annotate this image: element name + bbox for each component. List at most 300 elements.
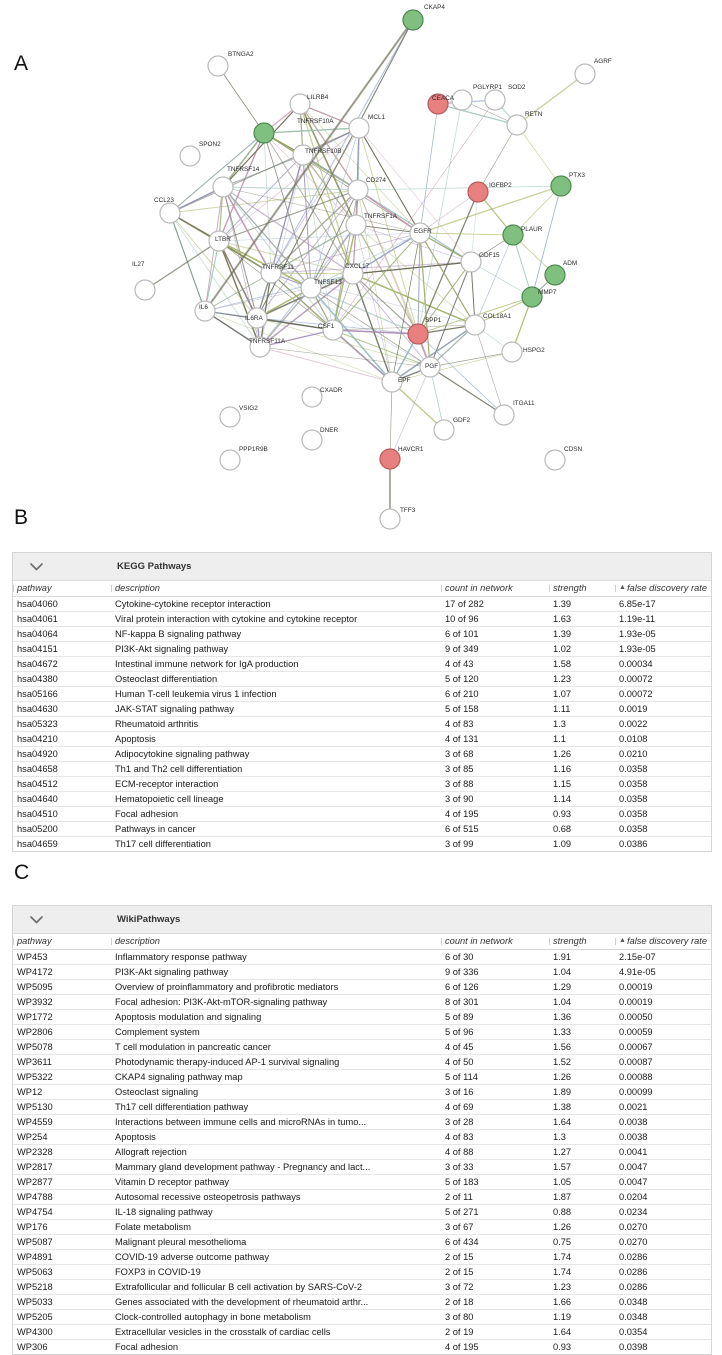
pathway-count: 3 of 28 [441,1115,549,1130]
pathway-strength: 1.87 [549,1190,615,1205]
kegg-title: KEGG Pathways [117,561,192,572]
pathway-description: Pathways in cancer [111,822,441,837]
wikipathways-header[interactable] [13,906,711,934]
network-node-btnga2[interactable] [208,56,228,76]
pathway-fdr: 1.19e-11 [615,612,711,627]
network-node-label: CXADR [320,387,343,394]
pathway-fdr: 0.0286 [615,1250,711,1265]
network-node-label: CXCL17 [345,263,370,270]
pathway-description: Viral protein interaction with cytokine and cytokine receptor [111,612,441,627]
network-node-havcr1[interactable] [380,449,400,469]
pathway-id: hsa05166 [13,687,111,702]
pathway-count: 5 of 183 [441,1175,549,1190]
pathway-strength: 1.11 [549,702,615,717]
pathway-fdr: 6.85e-17 [615,597,711,612]
pathway-description: NF-kappa B signaling pathway [111,627,441,642]
network-node-retn[interactable] [507,115,527,135]
pathway-count: 6 of 434 [441,1235,549,1250]
network-edge [390,382,392,459]
table-row[interactable] [13,1130,711,1145]
network-node-pglyrp1[interactable] [452,90,472,110]
network-edge [420,233,513,235]
pathway-description: Clock-controlled autophagy in bone metabolism [111,1310,441,1325]
pathway-fdr: 0.00088 [615,1070,711,1085]
pathway-id: hsa05323 [13,717,111,732]
network-edge [223,104,300,187]
pathway-description: FOXP3 in COVID-19 [111,1265,441,1280]
pathway-description: Folate metabolism [111,1220,441,1235]
pathway-description: Allograft rejection [111,1145,441,1160]
pathway-count: 5 of 96 [441,1025,549,1040]
table-row[interactable] [13,717,711,732]
pathway-id: WP306 [17,1342,48,1352]
column-header-fdr-label: false discovery rate [626,583,708,593]
pathway-strength: 1.36 [549,1010,615,1025]
network-node-col18a1[interactable] [465,315,485,335]
network-edge [271,20,413,273]
table-row[interactable] [13,1310,711,1325]
panel-label-b: B [14,506,29,529]
network-node-cd274[interactable] [348,180,368,200]
network-node-label: PLAUR [521,226,543,233]
kegg-header[interactable] [13,553,711,581]
table-row[interactable] [13,792,711,807]
pathway-fdr: 1.93e-05 [615,627,711,642]
pathway-description: Adipocytokine signaling pathway [111,747,441,762]
network-node-spp1[interactable] [408,324,428,344]
table-row[interactable] [13,642,711,657]
network-node-vsig2[interactable] [220,407,240,427]
pathway-id: hsa04630 [13,702,111,717]
table-row[interactable] [13,1055,711,1070]
sort-ascending-icon: ▲ [619,937,626,944]
network-node-label: TNFRSF1A [364,213,398,220]
network-node-label: SPON2 [199,141,221,148]
pathway-fdr: 0.00067 [615,1040,711,1055]
network-node-label: CCL23 [154,197,174,204]
pathway-strength: 0.68 [549,822,615,837]
pathway-strength: 1.52 [549,1055,615,1070]
pathway-description: Focal adhesion [115,1342,179,1352]
network-node-label: CSF1 [318,323,335,330]
pathway-description: Malignant pleural mesothelioma [111,1235,441,1250]
network-node-ccl23[interactable] [160,203,180,223]
table-row[interactable] [13,1085,711,1100]
table-row[interactable] [13,1250,711,1265]
pathway-strength: 1.39 [549,627,615,642]
pathway-fdr: 0.00087 [615,1055,711,1070]
pathway-count: 2 of 15 [441,1250,549,1265]
pathway-fdr: 0.0358 [615,792,711,807]
network-node-cxadr[interactable] [302,387,322,407]
network-node-il27[interactable] [135,280,155,300]
pathway-id: WP5322 [13,1070,111,1085]
pathway-id: WP2817 [13,1160,111,1175]
network-node-mcl1[interactable] [349,118,369,138]
pathway-fdr: 0.0398 [619,1342,648,1352]
pathway-count: 5 of 114 [441,1070,549,1085]
pathway-count: 9 of 336 [441,965,549,980]
pathway-count: 9 of 349 [441,642,549,657]
pathway-description: Focal adhesion: PI3K-Akt-mTOR-signaling pathway [111,995,441,1010]
table-row[interactable] [13,1340,711,1355]
pathway-fdr: 0.00059 [615,1025,711,1040]
network-node-label: EPF [398,377,411,384]
pathway-id: WP5095 [13,980,111,995]
network-node-cdsn[interactable] [545,450,565,470]
pathway-count: 6 of 30 [441,950,549,965]
pathway-count: 3 of 33 [441,1160,549,1175]
pathway-description: T cell modulation in pancreatic cancer [111,1040,441,1055]
pathway-id: hsa04658 [13,762,111,777]
pathway-fdr: 0.0038 [615,1130,711,1145]
table-row[interactable] [13,1040,711,1055]
pathway-strength: 1.14 [549,792,615,807]
table-row[interactable] [13,1160,711,1175]
wikipathways-title: WikiPathways [117,914,181,925]
pathway-description: Vitamin D receptor pathway [111,1175,441,1190]
pathway-id: hsa04210 [13,732,111,747]
table-row[interactable] [13,837,711,852]
table-row[interactable] [13,732,711,747]
pathway-id: WP4754 [13,1205,111,1220]
pathway-count: 4 of 88 [441,1145,549,1160]
pathway-strength: 0.93 [549,807,615,822]
table-row[interactable] [13,822,711,837]
pathway-strength: 1.33 [549,1025,615,1040]
network-node-igfbp2[interactable] [468,182,488,202]
pathway-strength: 1.64 [549,1325,615,1340]
pathway-description: Hematopoietic cell lineage [111,792,441,807]
pathway-count: 4 of 83 [441,1130,549,1145]
table-row[interactable] [13,1235,711,1250]
pathway-fdr: 0.0386 [619,839,648,849]
network-node-tff3[interactable] [380,509,400,529]
pathway-strength: 1.15 [549,777,615,792]
pathway-strength: 1.38 [549,1100,615,1115]
pathway-fdr: 0.0270 [615,1220,711,1235]
wikipathways-header-row [13,934,711,950]
pathway-id: WP4559 [13,1115,111,1130]
pathway-count: 3 of 72 [441,1280,549,1295]
table-row[interactable] [13,612,711,627]
table-row[interactable] [13,1325,711,1340]
pathway-fdr: 0.0354 [615,1325,711,1340]
table-row[interactable] [13,672,711,687]
pathway-id: WP3932 [13,995,111,1010]
pathway-description: Cytokine-cytokine receptor interaction [111,597,441,612]
pathway-description: Human T-cell leukemia virus 1 infection [111,687,441,702]
network-node-gdf2[interactable] [434,420,454,440]
pathway-id: WP2877 [13,1175,111,1190]
pathway-id: hsa04061 [13,612,111,627]
network-edge [358,186,561,190]
pathway-count: 4 of 195 [445,1342,479,1352]
network-node-spon2[interactable] [180,146,200,166]
wikipathways-table-body [13,950,711,1355]
pathway-count: 3 of 80 [441,1310,549,1325]
table-row[interactable] [13,762,711,777]
pathway-strength: 1.3 [549,1130,615,1145]
network-edge [392,382,444,430]
network-node-sod2[interactable] [485,90,505,110]
panel-label-a: A [14,52,29,75]
pathway-description: PI3K-Akt signaling pathway [111,642,441,657]
pathway-id: hsa04672 [13,657,111,672]
network-node-ppp1r9b[interactable] [220,450,240,470]
network-node-itga11[interactable] [494,405,514,425]
pathway-fdr: 0.0047 [615,1175,711,1190]
column-header-fdr[interactable] [615,934,711,950]
pathway-description: Overview of proinflammatory and profibrotic mediators [111,980,441,995]
column-header-pathway[interactable]: pathway [13,934,111,950]
table-row[interactable] [13,1190,711,1205]
network-edge [311,288,392,382]
pathway-fdr: 0.00034 [615,657,711,672]
network-node-label: COL18A1 [483,313,512,320]
column-header-strength[interactable]: strength [549,581,615,597]
column-header-count[interactable]: count in network [441,934,549,950]
table-row[interactable] [13,1265,711,1280]
table-row[interactable] [13,1115,711,1130]
pathway-strength: 1.27 [549,1145,615,1160]
pathway-fdr: 0.0108 [615,732,711,747]
pathway-fdr: 0.0234 [615,1205,711,1220]
pathway-fdr: 0.0286 [615,1265,711,1280]
pathway-fdr: 0.00019 [615,980,711,995]
pathway-strength: 1.91 [549,950,615,965]
protein-interaction-network [0,0,722,545]
table-row[interactable] [13,807,711,822]
network-node-label: VSIG2 [239,405,258,412]
table-row[interactable] [13,657,711,672]
table-row[interactable] [13,702,711,717]
pathway-fdr: 0.0204 [615,1190,711,1205]
chevron-down-icon[interactable] [23,563,49,571]
pathway-count: 3 of 88 [441,777,549,792]
pathway-strength: 1.64 [549,1115,615,1130]
table-row[interactable] [13,627,711,642]
network-node-plaur[interactable] [503,225,523,245]
table-row[interactable] [13,1175,711,1190]
table-row[interactable] [13,1025,711,1040]
pathway-id: WP453 [13,950,111,965]
network-node-label: LILRB4 [307,94,329,101]
network-node-ckap4[interactable] [403,10,423,30]
network-node-label: ITGA11 [513,400,535,407]
pathway-description: JAK-STAT signaling pathway [111,702,441,717]
table-row[interactable] [13,1205,711,1220]
network-node-label: BTNGA2 [228,51,254,58]
pathway-count: 4 of 195 [441,807,549,822]
sort-ascending-icon: ▲ [619,584,626,591]
pathway-strength: 1.56 [549,1040,615,1055]
network-node-tnfrsf1a[interactable] [346,215,366,235]
pathway-strength: 1.07 [549,687,615,702]
pathway-id: hsa04380 [13,672,111,687]
pathway-fdr: 0.0041 [615,1145,711,1160]
table-row[interactable] [13,950,711,965]
pathway-description: Photodynamic therapy-induced AP-1 survival signaling [111,1055,441,1070]
pathway-strength: 1.39 [549,597,615,612]
pathway-description: Osteoclast differentiation [111,672,441,687]
network-edge [218,66,264,133]
network-node-label: PPP1R9B [239,446,268,453]
panel-label-c: C [14,861,30,884]
pathway-count: 17 of 282 [441,597,549,612]
table-row[interactable] [13,747,711,762]
network-node-label: RETN [525,111,543,118]
pathway-description: Extracellular vesicles in the crosstalk of cardiac cells [111,1325,441,1340]
pathway-fdr: 0.00019 [615,995,711,1010]
pathway-id: WP1772 [13,1010,111,1025]
pathway-strength: 1.09 [553,839,572,849]
table-row[interactable] [13,1220,711,1235]
network-node-label: CD274 [366,177,386,184]
network-node-dner[interactable] [302,430,322,450]
network-node-label: HSPG2 [523,347,545,354]
pathway-strength: 1.26 [549,747,615,762]
pathway-count: 8 of 301 [441,995,549,1010]
table-row[interactable] [13,995,711,1010]
pathway-fdr: 1.93e-05 [615,642,711,657]
pathway-count: 5 of 271 [441,1205,549,1220]
pathway-strength: 1.16 [549,762,615,777]
network-edge [420,104,438,233]
network-svg [0,0,722,545]
network-node-label: TNFRSF10A [297,118,334,125]
pathway-fdr: 0.0348 [615,1295,711,1310]
pathway-strength: 1.66 [549,1295,615,1310]
pathway-count: 4 of 43 [441,657,549,672]
network-node-label: TNFRSF11 [262,264,294,271]
pathway-description: Autosomal recessive osteopetrosis pathways [111,1190,441,1205]
network-node-hspg2[interactable] [502,342,522,362]
table-row[interactable] [13,980,711,995]
column-header-description[interactable]: description [111,934,441,950]
pathway-count: 6 of 515 [441,822,549,837]
pathway-id: WP176 [13,1220,111,1235]
network-node-label: PGLYRP1 [473,84,503,91]
pathway-id: WP254 [13,1130,111,1145]
network-node-label: GDF2 [453,417,471,424]
pathway-strength: 1.23 [549,672,615,687]
pathway-description: COVID-19 adverse outcome pathway [111,1250,441,1265]
pathway-description: CKAP4 signaling pathway map [111,1070,441,1085]
pathway-description: Apoptosis modulation and signaling [111,1010,441,1025]
network-node-label: LTBR [215,236,231,243]
pathway-id: WP5130 [13,1100,111,1115]
pathway-id: hsa04151 [13,642,111,657]
pathway-id: hsa04510 [13,807,111,822]
network-label-layer [132,4,612,514]
pathway-id: WP4788 [13,1190,111,1205]
network-edge [205,311,392,382]
network-node-ptx3[interactable] [551,176,571,196]
pathway-fdr: 0.0358 [615,762,711,777]
pathway-fdr: 0.00072 [615,672,711,687]
pathway-strength: 1.04 [549,965,615,980]
table-row[interactable] [13,597,711,612]
pathway-count: 2 of 19 [441,1325,549,1340]
pathway-description: IL-18 signaling pathway [111,1205,441,1220]
column-header-count[interactable]: count in network [441,581,549,597]
network-node-label: CDSN [564,446,583,453]
pathway-fdr: 0.0358 [615,807,711,822]
network-edge [353,274,418,334]
pathway-count: 3 of 85 [441,762,549,777]
kegg-table [13,581,711,851]
network-node-label: IL6 [199,304,208,311]
pathway-count: 3 of 16 [441,1085,549,1100]
kegg-header-row [13,581,711,597]
network-node-label: MCL1 [368,114,386,121]
table-row[interactable] [13,1100,711,1115]
pathway-strength: 1.57 [549,1160,615,1175]
pathway-fdr: 0.0210 [615,747,711,762]
pathway-fdr: 0.0021 [615,1100,711,1115]
network-node-label: PTX3 [569,172,585,179]
pathway-strength: 1.74 [549,1265,615,1280]
network-edge [430,367,504,415]
table-row[interactable] [13,965,711,980]
pathway-strength: 1.3 [549,717,615,732]
network-node-tnfrsf14[interactable] [213,177,233,197]
network-node-label: HAVCR1 [398,446,424,453]
network-edge [430,352,512,367]
network-node-tnfrsf10a[interactable] [254,123,274,143]
pathway-strength: 1.19 [549,1310,615,1325]
pathway-description: Mammary gland development pathway - Pregnancy and lact... [111,1160,441,1175]
pathway-count: 2 of 11 [441,1190,549,1205]
network-node-label: PGF [425,363,439,370]
pathway-fdr: 0.0019 [615,702,711,717]
network-node-label: GDF15 [479,252,500,259]
pathway-strength: 1.89 [549,1085,615,1100]
table-row[interactable] [13,777,711,792]
network-node-label: IGFBP2 [489,182,512,189]
network-node-gdf15[interactable] [461,252,481,272]
pathway-fdr: 0.00099 [615,1085,711,1100]
table-row[interactable] [13,1145,711,1160]
pathway-fdr: 0.0270 [615,1235,711,1250]
network-node-label: CEACA [432,95,455,102]
pathway-id: WP5063 [13,1265,111,1280]
network-node-label: TNFRSF14 [227,166,260,173]
table-row[interactable] [13,1280,711,1295]
table-row[interactable] [13,1070,711,1085]
pathway-count: 4 of 131 [441,732,549,747]
pathway-id: WP12 [13,1085,111,1100]
network-node-label: IL6RA [245,315,263,322]
chevron-down-icon[interactable] [23,916,49,924]
pathway-id: hsa04920 [13,747,111,762]
table-row[interactable] [13,1295,711,1310]
table-row[interactable] [13,1010,711,1025]
network-node-agrf[interactable] [575,64,595,84]
network-node-label: MMP7 [538,289,557,296]
pathway-description: Apoptosis [111,732,441,747]
column-header-fdr[interactable] [615,581,711,597]
table-row[interactable] [13,687,711,702]
pathway-fdr: 4.91e-05 [615,965,711,980]
column-header-pathway[interactable]: pathway [13,581,111,597]
pathway-strength: 1.26 [549,1220,615,1235]
network-node-adm[interactable] [545,265,565,285]
column-header-description[interactable]: description [111,581,441,597]
column-header-strength[interactable]: strength [549,934,615,950]
pathway-id: WP4172 [13,965,111,980]
